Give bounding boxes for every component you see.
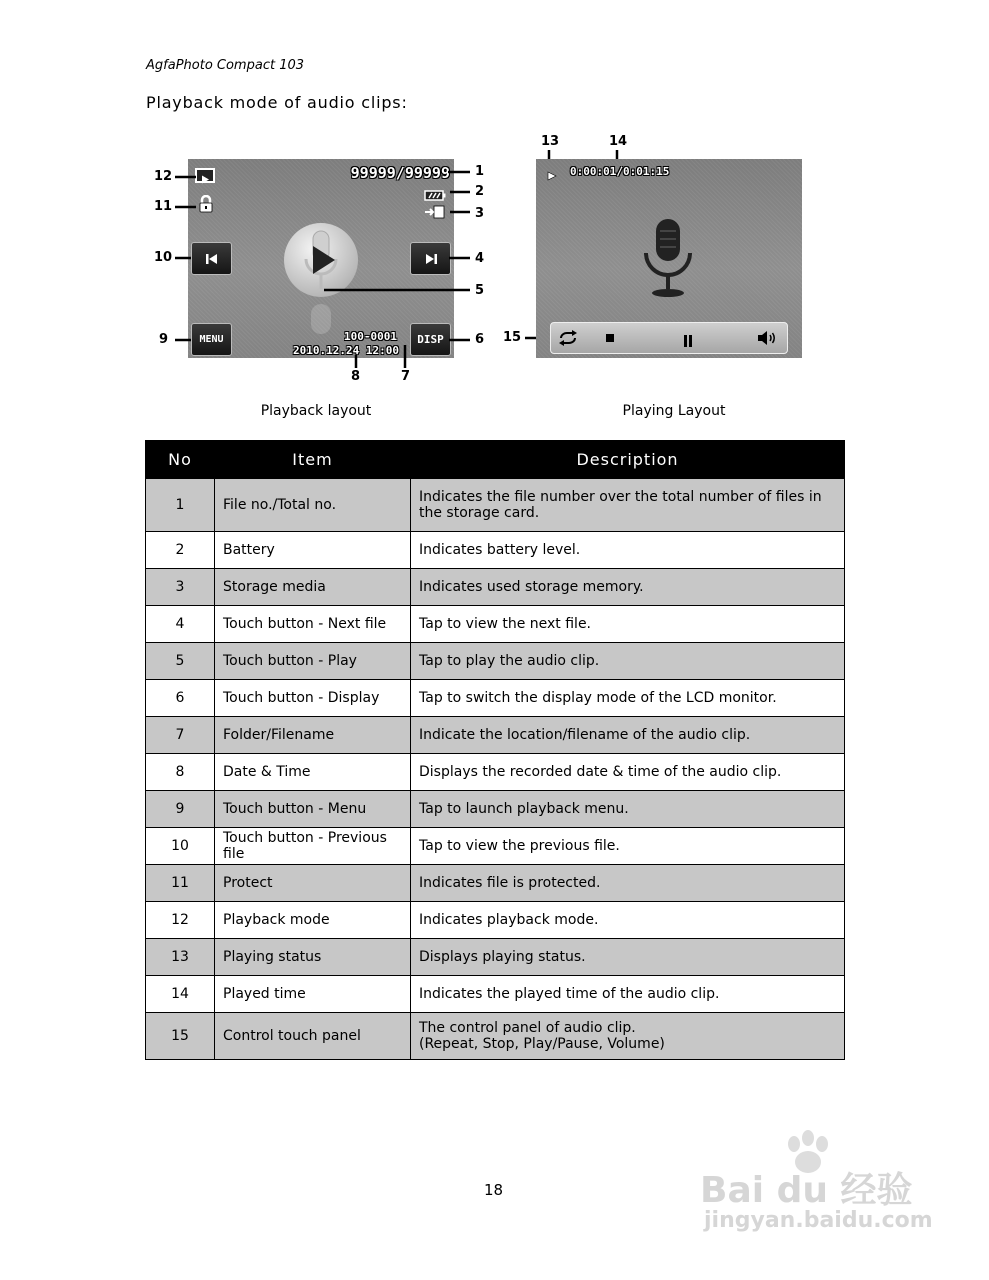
microphone-icon — [638, 217, 698, 303]
cell-item: Playback mode — [215, 902, 411, 939]
cell-item: Control touch panel — [215, 1013, 411, 1060]
table-row — [146, 569, 845, 606]
cell-no: 4 — [146, 606, 215, 643]
cell-item: Played time — [215, 976, 411, 1013]
table-row — [146, 479, 845, 532]
cell-no: 9 — [146, 791, 215, 828]
played-time: 0:00:01/0:01:15 — [570, 165, 670, 178]
callout-14: 14 — [609, 134, 628, 149]
cell-description: Indicate the location/filename of the audio clip. — [411, 717, 845, 754]
cell-description: Displays playing status. — [411, 939, 845, 976]
playing-layout-caption: Playing Layout — [622, 403, 726, 419]
table-row — [146, 680, 845, 717]
callout-10: 10 — [154, 250, 173, 265]
control-touch-panel — [550, 322, 788, 354]
cell-item: Folder/Filename — [215, 717, 411, 754]
items-table — [145, 440, 845, 1060]
volume-button[interactable] — [757, 330, 777, 350]
folder-filename: 100-0001 — [344, 330, 397, 343]
table-row — [146, 791, 845, 828]
cell-description: Tap to launch playback menu. — [411, 791, 845, 828]
table-row — [146, 606, 845, 643]
repeat-button[interactable] — [557, 329, 579, 351]
cell-no: 5 — [146, 643, 215, 680]
table-row — [146, 717, 845, 754]
cell-item: Protect — [215, 865, 411, 902]
header-item: Item — [215, 441, 411, 479]
cell-no: 10 — [146, 828, 215, 865]
cell-item: Touch button - Display — [215, 680, 411, 717]
cell-no: 2 — [146, 532, 215, 569]
pause-button[interactable] — [683, 332, 693, 351]
table-row — [146, 939, 845, 976]
cell-description: The control panel of audio clip. (Repeat, Stop, Play/Pause, Volume) — [411, 1013, 845, 1060]
playing-status-icon — [547, 166, 557, 185]
cell-item: Touch button - Menu — [215, 791, 411, 828]
cell-no: 12 — [146, 902, 215, 939]
cell-no: 7 — [146, 717, 215, 754]
cell-item: Storage media — [215, 569, 411, 606]
cell-description: Indicates battery level. — [411, 532, 845, 569]
table-row — [146, 865, 845, 902]
header-no: No — [146, 441, 215, 479]
baidu-brand-text: Bai du 经验 — [700, 1170, 913, 1211]
cell-no: 15 — [146, 1013, 215, 1060]
cell-item: Touch button - Previous file — [215, 828, 411, 865]
callout-3: 3 — [475, 206, 485, 221]
cell-description: Tap to play the audio clip. — [411, 643, 845, 680]
callout-11: 11 — [154, 199, 173, 214]
playback-layout-caption: Playback layout — [260, 403, 372, 419]
table-row — [146, 643, 845, 680]
callout-2: 2 — [475, 184, 485, 199]
cell-item: File no./Total no. — [215, 479, 411, 532]
cell-description: Indicates file is protected. — [411, 865, 845, 902]
callout-15: 15 — [503, 330, 522, 345]
callout-4: 4 — [475, 251, 485, 266]
cell-description: Indicates used storage memory. — [411, 569, 845, 606]
cell-description: Tap to view the previous file. — [411, 828, 845, 865]
callout-8: 8 — [351, 369, 361, 384]
file-counter: 99999/99999 — [350, 164, 450, 182]
cell-description: Indicates the file number over the total number of files in the storage card. — [411, 479, 845, 532]
cell-description: Indicates the played time of the audio clip. — [411, 976, 845, 1013]
playback-callout-lines — [0, 0, 989, 440]
menu-button[interactable]: MENU — [191, 323, 232, 356]
cell-description: Indicates playback mode. — [411, 902, 845, 939]
baidu-url-text: jingyan.baidu.com — [704, 1208, 933, 1233]
cell-no: 3 — [146, 569, 215, 606]
cell-no: 11 — [146, 865, 215, 902]
table-row — [146, 532, 845, 569]
cell-item: Playing status — [215, 939, 411, 976]
callout-6: 6 — [475, 332, 485, 347]
callout-1: 1 — [475, 164, 485, 179]
table-row — [146, 902, 845, 939]
table-row — [146, 828, 845, 865]
callout-9: 9 — [159, 332, 169, 347]
section-title: Playback mode of audio clips: — [146, 93, 408, 112]
cell-no: 8 — [146, 754, 215, 791]
callout-7: 7 — [401, 369, 411, 384]
table-header-row — [146, 441, 845, 479]
table-row — [146, 976, 845, 1013]
disp-button[interactable]: DISP — [410, 323, 451, 356]
cell-no: 6 — [146, 680, 215, 717]
page-number: 18 — [484, 1181, 504, 1199]
table-row — [146, 1013, 845, 1060]
cell-description: Displays the recorded date & time of the audio clip. — [411, 754, 845, 791]
cell-description: Tap to view the next file. — [411, 606, 845, 643]
stop-button[interactable] — [606, 334, 614, 342]
cell-no: 14 — [146, 976, 215, 1013]
cell-no: 13 — [146, 939, 215, 976]
callout-12: 12 — [154, 169, 173, 184]
cell-item: Touch button - Next file — [215, 606, 411, 643]
cell-item: Battery — [215, 532, 411, 569]
callout-5: 5 — [475, 283, 485, 298]
header-description: Description — [411, 441, 845, 479]
playing-layout-screen — [536, 159, 802, 358]
baidu-watermark — [700, 1130, 940, 1240]
cell-no: 1 — [146, 479, 215, 532]
document-header: AgfaPhoto Compact 103 — [146, 58, 305, 73]
cell-item: Date & Time — [215, 754, 411, 791]
table-row — [146, 754, 845, 791]
cell-description: Tap to switch the display mode of the LCD monitor. — [411, 680, 845, 717]
cell-item: Touch button - Play — [215, 643, 411, 680]
callout-13: 13 — [541, 134, 560, 149]
date-time: 2010.12.24 12:00 — [293, 344, 399, 357]
